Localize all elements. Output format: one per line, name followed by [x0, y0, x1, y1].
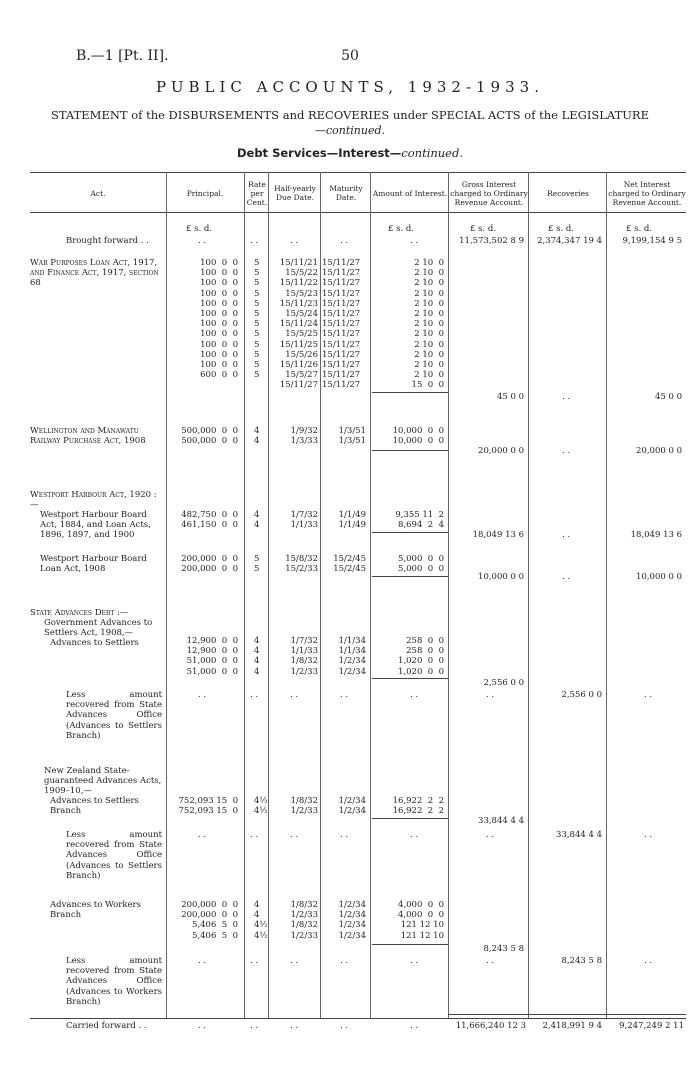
col-header-amount: Amount of Interest. — [372, 188, 448, 198]
col-header-halfyear: Half-yearly Due Date. — [274, 184, 316, 202]
less-recovered-3: Less amount recovered from State Advances Office (Advances to Workers Branch) — [66, 956, 162, 1007]
table-header-rule — [30, 212, 686, 213]
bf-dots-principal: . . — [198, 236, 207, 246]
westport2-amount: 5,000 0 0 5,000 0 0 — [398, 554, 444, 575]
cf-dots-amount: . . — [410, 1021, 419, 1031]
less3-dots-rate: . . — [250, 956, 259, 966]
westport1-net: 18,049 13 6 — [630, 530, 682, 540]
less2-dots-principal: . . — [198, 830, 207, 840]
bf-dots-rate: . . — [250, 236, 259, 246]
bf-net: 9,199,154 9 5 — [622, 236, 682, 246]
workers-amount: 4,000 0 0 4,000 0 0 121 12 10 121 12 10 — [398, 900, 444, 941]
carried-forward-label: Carried forward . . — [66, 1021, 147, 1031]
col-divider — [320, 172, 321, 1018]
bf-dots-maturity: . . — [340, 236, 349, 246]
col-header-maturity: Maturity Date. — [329, 184, 363, 202]
section-heading — [0, 146, 700, 160]
westport1-halfyear: 1/7/32 1/1/33 — [290, 510, 318, 531]
less2-dots-halfyear: . . — [290, 830, 299, 840]
westport2-subtotal-rule — [372, 576, 448, 577]
statement-continued: —continued. — [314, 124, 386, 137]
sa-rate: 4 4 4 4 — [254, 636, 260, 677]
cf-gross: 11,666,240 12 3 — [455, 1021, 526, 1031]
wellington-gross: 20,000 0 0 — [478, 446, 524, 456]
section-italic: continued. — [401, 146, 464, 160]
workers-subtotal-rule — [372, 944, 448, 945]
war-amount: 2 10 0 2 10 0 2 10 0 2 10 0 2 10 0 2 10 0 2 10 0 2 10 0 2 10 0 2 10 0 2 10 0 2 10 0 15 0 0 — [411, 258, 444, 391]
westport2-rate: 5 5 — [254, 554, 260, 575]
war-net: 45 0 0 — [654, 392, 682, 402]
less1-dots-maturity: . . — [340, 690, 349, 700]
wellington-recoveries: . . — [562, 446, 571, 456]
sa-halfyear: 1/7/32 1/1/33 1/8/32 1/2/33 — [290, 636, 318, 677]
wellington-net: 20,000 0 0 — [636, 446, 682, 456]
bf-gross: 11,573,502 8 9 — [459, 236, 524, 246]
brought-forward-label: Brought forward . . — [66, 236, 149, 246]
westport2-maturity: 15/2/45 15/2/45 — [333, 554, 366, 575]
less3-recoveries: 8,243 5 8 — [561, 956, 602, 966]
workers-rate: 4 4 4½ 4½ — [254, 900, 268, 941]
westport1-subtotal-rule — [372, 532, 448, 533]
carried-forward-rule — [448, 1014, 686, 1015]
war-halfyear: 15/11/21 15/5/22 15/11/22 15/5/23 15/11/23 15/5/24 15/11/24 15/5/25 15/11/25 15/5/26 15/11/26 15/5/27 15/11/27 — [279, 258, 318, 391]
workers-halfyear: 1/8/32 1/2/33 1/8/32 1/2/33 — [290, 900, 318, 941]
page-number: 50 — [341, 48, 359, 64]
col-header-principal: Principal. — [186, 188, 224, 198]
westport2-gross: 10,000 0 0 — [478, 572, 524, 582]
cf-dots-halfyear: . . — [290, 1021, 299, 1031]
less-recovered-1: Less amount recovered from State Advances Office (Advances to Settlers Branch) — [66, 690, 162, 741]
col-divider — [528, 172, 529, 1018]
state-advances-settlers: Advances to Settlers — [50, 638, 139, 648]
state-advances-sub1: Government Advances to Settlers Act, 1908,— — [44, 618, 153, 639]
nz-gross: 33,844 4 4 — [478, 816, 524, 826]
less1-dots-rate: . . — [250, 690, 259, 700]
page-reference: B.—1 [Pt. II]. — [76, 48, 169, 64]
col-header-act: Act. — [90, 188, 106, 198]
col-divider — [606, 172, 607, 1018]
sa-principal: 12,900 0 0 12,900 0 0 51,000 0 0 51,000 0 0 — [186, 636, 238, 677]
westport2-net: 10,000 0 0 — [636, 572, 682, 582]
westport1-maturity: 1/1/49 1/1/49 — [338, 510, 366, 531]
nz-halfyear: 1/8/32 1/2/33 — [290, 796, 318, 817]
less1-recoveries: 2,556 0 0 — [561, 690, 602, 700]
workers-gross: 8,243 5 8 — [483, 944, 524, 954]
war-recoveries: . . — [562, 392, 571, 402]
bf-dots-halfyear: . . — [290, 236, 299, 246]
war-subtotal-rule — [372, 392, 448, 393]
cf-recoveries: 2,418,991 9 4 — [542, 1021, 602, 1031]
westport1-amount: 9,355 11 2 8,694 2 4 — [395, 510, 444, 531]
bf-recoveries: 2,374,347 19 4 — [537, 236, 602, 246]
less2-dots-gross: . . — [486, 830, 495, 840]
less1-dots-amount: . . — [410, 690, 419, 700]
less3-dots-maturity: . . — [340, 956, 349, 966]
less3-dots-net: . . — [644, 956, 653, 966]
unit-recoveries: £ s. d. — [548, 224, 575, 234]
unit-principal: £ s. d. — [186, 224, 213, 234]
war-maturity: 15/11/27 15/11/27 15/11/27 15/11/27 15/11/27 15/11/27 15/11/27 15/11/27 15/11/27 15/11/27 15/11/27 15/11/27 15/11/27 — [322, 258, 361, 391]
wellington-maturity: 1/3/51 1/3/51 — [338, 426, 366, 447]
war-rate: 5 5 5 5 5 5 5 5 5 5 5 5 — [254, 258, 260, 381]
less2-dots-maturity: . . — [340, 830, 349, 840]
table-top-rule — [30, 172, 686, 173]
nz-rate: 4½ 4½ — [254, 796, 268, 817]
sa-subtotal-rule — [372, 678, 448, 679]
less3-dots-halfyear: . . — [290, 956, 299, 966]
westport1-principal: 482,750 0 0 461,150 0 0 — [181, 510, 238, 531]
col-divider — [244, 172, 245, 1018]
col-header-gross: Gross Interest charged to Ordinary Revenue Account. — [450, 179, 528, 207]
wellington-halfyear: 1/9/32 1/3/33 — [290, 426, 318, 447]
less2-dots-net: . . — [644, 830, 653, 840]
war-gross: 45 0 0 — [496, 392, 524, 402]
sa-amount: 258 0 0 258 0 0 1,020 0 0 1,020 0 0 — [398, 636, 444, 677]
westport2-principal: 200,000 0 0 200,000 0 0 — [181, 554, 238, 575]
statement-heading: STATEMENT of the DISBURSEMENTS and RECOVERIES under SPECIAL ACTS of the LEGISLATURE — [51, 108, 649, 122]
wellington-principal: 500,000 0 0 500,000 0 0 — [181, 426, 238, 447]
sa-maturity: 1/1/34 1/1/34 1/2/34 1/2/34 — [338, 636, 366, 677]
act-war-purposes: War Purposes Loan Act, 1917, and Finance Act, 1917, section 68 — [30, 258, 159, 289]
cf-net: 9,247,249 2 11 — [619, 1021, 684, 1031]
less1-dots-gross: . . — [486, 690, 495, 700]
bf-dots-amount: . . — [410, 236, 419, 246]
nz-settlers-branch: Advances to Settlers Branch — [50, 796, 139, 817]
act-westport: Westport Harbour Act, 1920 :— — [30, 490, 157, 511]
less3-dots-principal: . . — [198, 956, 207, 966]
act-wellington: Wellington and Manawatu Railway Purchase Act, 1908 — [30, 426, 146, 447]
page-title: PUBLIC ACCOUNTS, 1932-1933. — [156, 78, 544, 96]
cf-dots-principal: . . — [198, 1021, 207, 1031]
less3-dots-amount: . . — [410, 956, 419, 966]
westport1-recoveries: . . — [562, 530, 571, 540]
westport2-recoveries: . . — [562, 572, 571, 582]
nz-state-guaranteed: New Zealand State-guaranteed Advances Acts, 1909–10,— — [44, 766, 162, 797]
war-principal: 100 0 0 100 0 0 100 0 0 100 0 0 100 0 0 100 0 0 100 0 0 100 0 0 100 0 0 100 0 0 100 0 0 600 0 0 — [200, 258, 238, 381]
col-divider — [448, 172, 449, 1018]
less1-dots-halfyear: . . — [290, 690, 299, 700]
unit-amount: £ s. d. — [388, 224, 415, 234]
less2-dots-amount: . . — [410, 830, 419, 840]
table-bottom-rule — [30, 1018, 686, 1019]
cf-dots-maturity: . . — [340, 1021, 349, 1031]
westport2-halfyear: 15/8/32 15/2/33 — [285, 554, 318, 575]
nz-maturity: 1/2/34 1/2/34 — [338, 796, 366, 817]
nz-subtotal-rule — [372, 818, 448, 819]
col-header-net: Net Interest charged to Ordinary Revenue Account. — [608, 179, 686, 207]
less-recovered-2: Less amount recovered from State Advances Office (Advances to Settlers Branch) — [66, 830, 162, 881]
col-divider — [268, 172, 269, 1018]
workers-branch: Advances to Workers Branch — [50, 900, 141, 921]
nz-principal: 752,093 15 0 752,093 15 0 — [178, 796, 238, 817]
westport1-gross: 18,049 13 6 — [472, 530, 524, 540]
westport1-rate: 4 4 — [254, 510, 260, 531]
westport-sub1: Westport Harbour Board Act, 1884, and Loan Acts, 1896, 1897, and 1900 — [40, 510, 151, 541]
westport-sub2: Westport Harbour Board Loan Act, 1908 — [40, 554, 147, 575]
section-bold: Debt Services—Interest— — [236, 146, 402, 160]
sa-gross: 2,556 0 0 — [483, 678, 524, 688]
wellington-subtotal-rule — [372, 450, 448, 451]
less2-recoveries: 33,844 4 4 — [556, 830, 602, 840]
wellington-amount: 10,000 0 0 10,000 0 0 — [392, 426, 444, 447]
less1-dots-net: . . — [644, 690, 653, 700]
col-header-recoveries: Recoveries — [547, 188, 589, 198]
workers-maturity: 1/2/34 1/2/34 1/2/34 1/2/34 — [338, 900, 366, 941]
workers-principal: 200,000 0 0 200,000 0 0 5,406 5 0 5,406 5 0 — [181, 900, 238, 941]
nz-amount: 16,922 2 2 16,922 2 2 — [392, 796, 444, 817]
col-header-rate: Rate per Cent. — [246, 179, 268, 207]
wellington-rate: 4 4 — [254, 426, 260, 447]
unit-net: £ s. d. — [626, 224, 653, 234]
act-state-advances: State Advances Debt :— — [30, 608, 129, 618]
less1-dots-principal: . . — [198, 690, 207, 700]
unit-gross: £ s. d. — [470, 224, 497, 234]
cf-dots-rate: . . — [250, 1021, 259, 1031]
less2-dots-rate: . . — [250, 830, 259, 840]
less3-dots-gross: . . — [486, 956, 495, 966]
